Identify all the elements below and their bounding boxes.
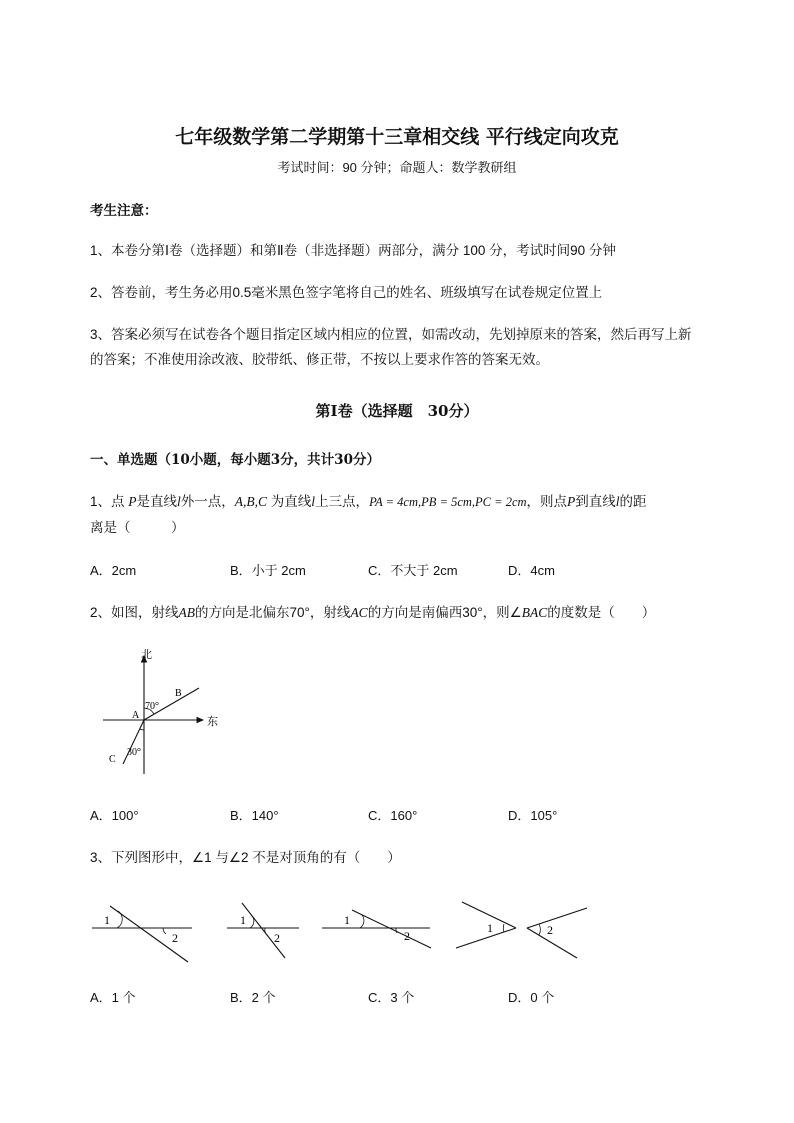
q2-text: 2、如图，射线 [90, 605, 179, 620]
option-a[interactable]: A．2cm [90, 563, 137, 578]
q1-text: 的距 [619, 494, 647, 509]
q1-text: 到直线 [575, 494, 616, 509]
point-a-label: A [132, 710, 140, 721]
q1-text: ，则点 [526, 494, 568, 509]
q2-var-ac: AC [350, 605, 368, 620]
q1-var-abc: A,B,C [234, 494, 268, 509]
section-title: 第Ⅰ卷（选择题 30分） [315, 402, 479, 420]
option-c[interactable]: C．不大于 2cm [368, 563, 458, 578]
figure-4-angle-2-label: 2 [547, 923, 553, 937]
part-heading: 一、单选题（10小题，每小题3分，共计30分） [90, 452, 380, 468]
q1-var-P: P [128, 494, 137, 509]
note-item-3: 3、答案必须写在试卷各个题目指定区域内相应的位置，如需改动，先划掉原来的答案，然后再写上新 [90, 327, 692, 342]
question-1-stem [90, 489, 740, 515]
figure-2 [227, 903, 299, 958]
q1-text: 1、点 [90, 494, 129, 509]
note-item-2: 2、答卷前，考生务必用0.5毫米黑色签字笔将自己的姓名、班级填写在试卷规定位置上 [90, 285, 603, 300]
question-1-options [90, 560, 740, 584]
option-d[interactable]: D．105° [508, 808, 558, 823]
q2-var-ab: AB [178, 605, 196, 620]
q2-text: 的方向是南偏西30°，则∠ [367, 605, 522, 620]
option-d[interactable]: D．0 个 [508, 990, 555, 1005]
q1-var-l: l [615, 494, 620, 509]
question-1-stem-cont: 离是（ ） [90, 520, 185, 535]
page-title: 七年级数学第二学期第十三章相交线 平行线定向攻克 [175, 126, 619, 148]
question-3-stem: 3、下列图形中，∠1 与∠2 不是对顶角的有（ ） [90, 850, 401, 865]
angle-30-arc [140, 729, 144, 730]
figure-1-angle-1-label: 1 [104, 913, 110, 927]
figure-3 [322, 910, 431, 948]
question-2-stem [90, 600, 740, 625]
q1-text: 是直线 [136, 494, 178, 509]
figure-4 [456, 902, 587, 958]
option-c[interactable]: C．160° [368, 808, 418, 823]
north-label: 北 [141, 649, 152, 661]
q2-var-bac: BAC [521, 605, 548, 620]
q2-text: 的方向是北偏东70°，射线 [195, 605, 351, 620]
figure-2-angle-2-label: 2 [274, 931, 280, 945]
option-a[interactable]: A．100° [90, 808, 139, 823]
figure-1-angle-2-label: 2 [172, 931, 178, 945]
direction-diagram [95, 642, 235, 782]
option-d[interactable]: D．4cm [508, 563, 555, 578]
q1-measures: PA = 4cm,PB = 5cm,PC = 2cm [369, 495, 527, 509]
option-b[interactable]: B．小于 2cm [230, 563, 306, 578]
question-2-options [90, 805, 740, 829]
q1-text: 为直线 [267, 494, 312, 509]
notes-heading: 考生注意： [90, 203, 158, 218]
q1-var-P: P [567, 494, 576, 509]
q1-text: 上三点， [315, 494, 370, 509]
note-item-1: 1、本卷分第Ⅰ卷（选择题）和第Ⅱ卷（非选择题）两部分，满分 100 分，考试时间90 分钟 [90, 243, 616, 258]
q2-text: 的度数是（ ） [547, 605, 656, 620]
question-3-options [90, 987, 740, 1011]
q1-var-l: l [177, 494, 181, 509]
figure-3-angle-2-label: 2 [404, 929, 410, 943]
q1-text: 外一点， [180, 494, 235, 509]
option-c[interactable]: C．3 个 [368, 990, 415, 1005]
angle-30-label: 30° [127, 747, 141, 758]
figure-1 [92, 906, 192, 962]
point-c-label: C [109, 754, 116, 765]
q1-var-l: l [311, 494, 316, 509]
figure-3-angle-1-label: 1 [344, 913, 350, 927]
figure-2-angle-1-label: 1 [240, 913, 246, 927]
note-item-3-cont: 的答案；不准使用涂改液、胶带纸、修正带，不按以上要求作答的答案无效。 [90, 352, 549, 367]
point-b-label: B [175, 688, 182, 699]
option-b[interactable]: B．2 个 [230, 990, 276, 1005]
option-a[interactable]: A．1 个 [90, 990, 136, 1005]
east-label: 东 [207, 716, 218, 728]
exam-info: 考试时间：90 分钟；命题人：数学教研组 [277, 160, 517, 175]
option-b[interactable]: B．140° [230, 808, 279, 823]
figure-4-angle-1-label: 1 [487, 921, 493, 935]
angle-figures [90, 888, 600, 968]
angle-70-label: 70° [145, 701, 159, 712]
